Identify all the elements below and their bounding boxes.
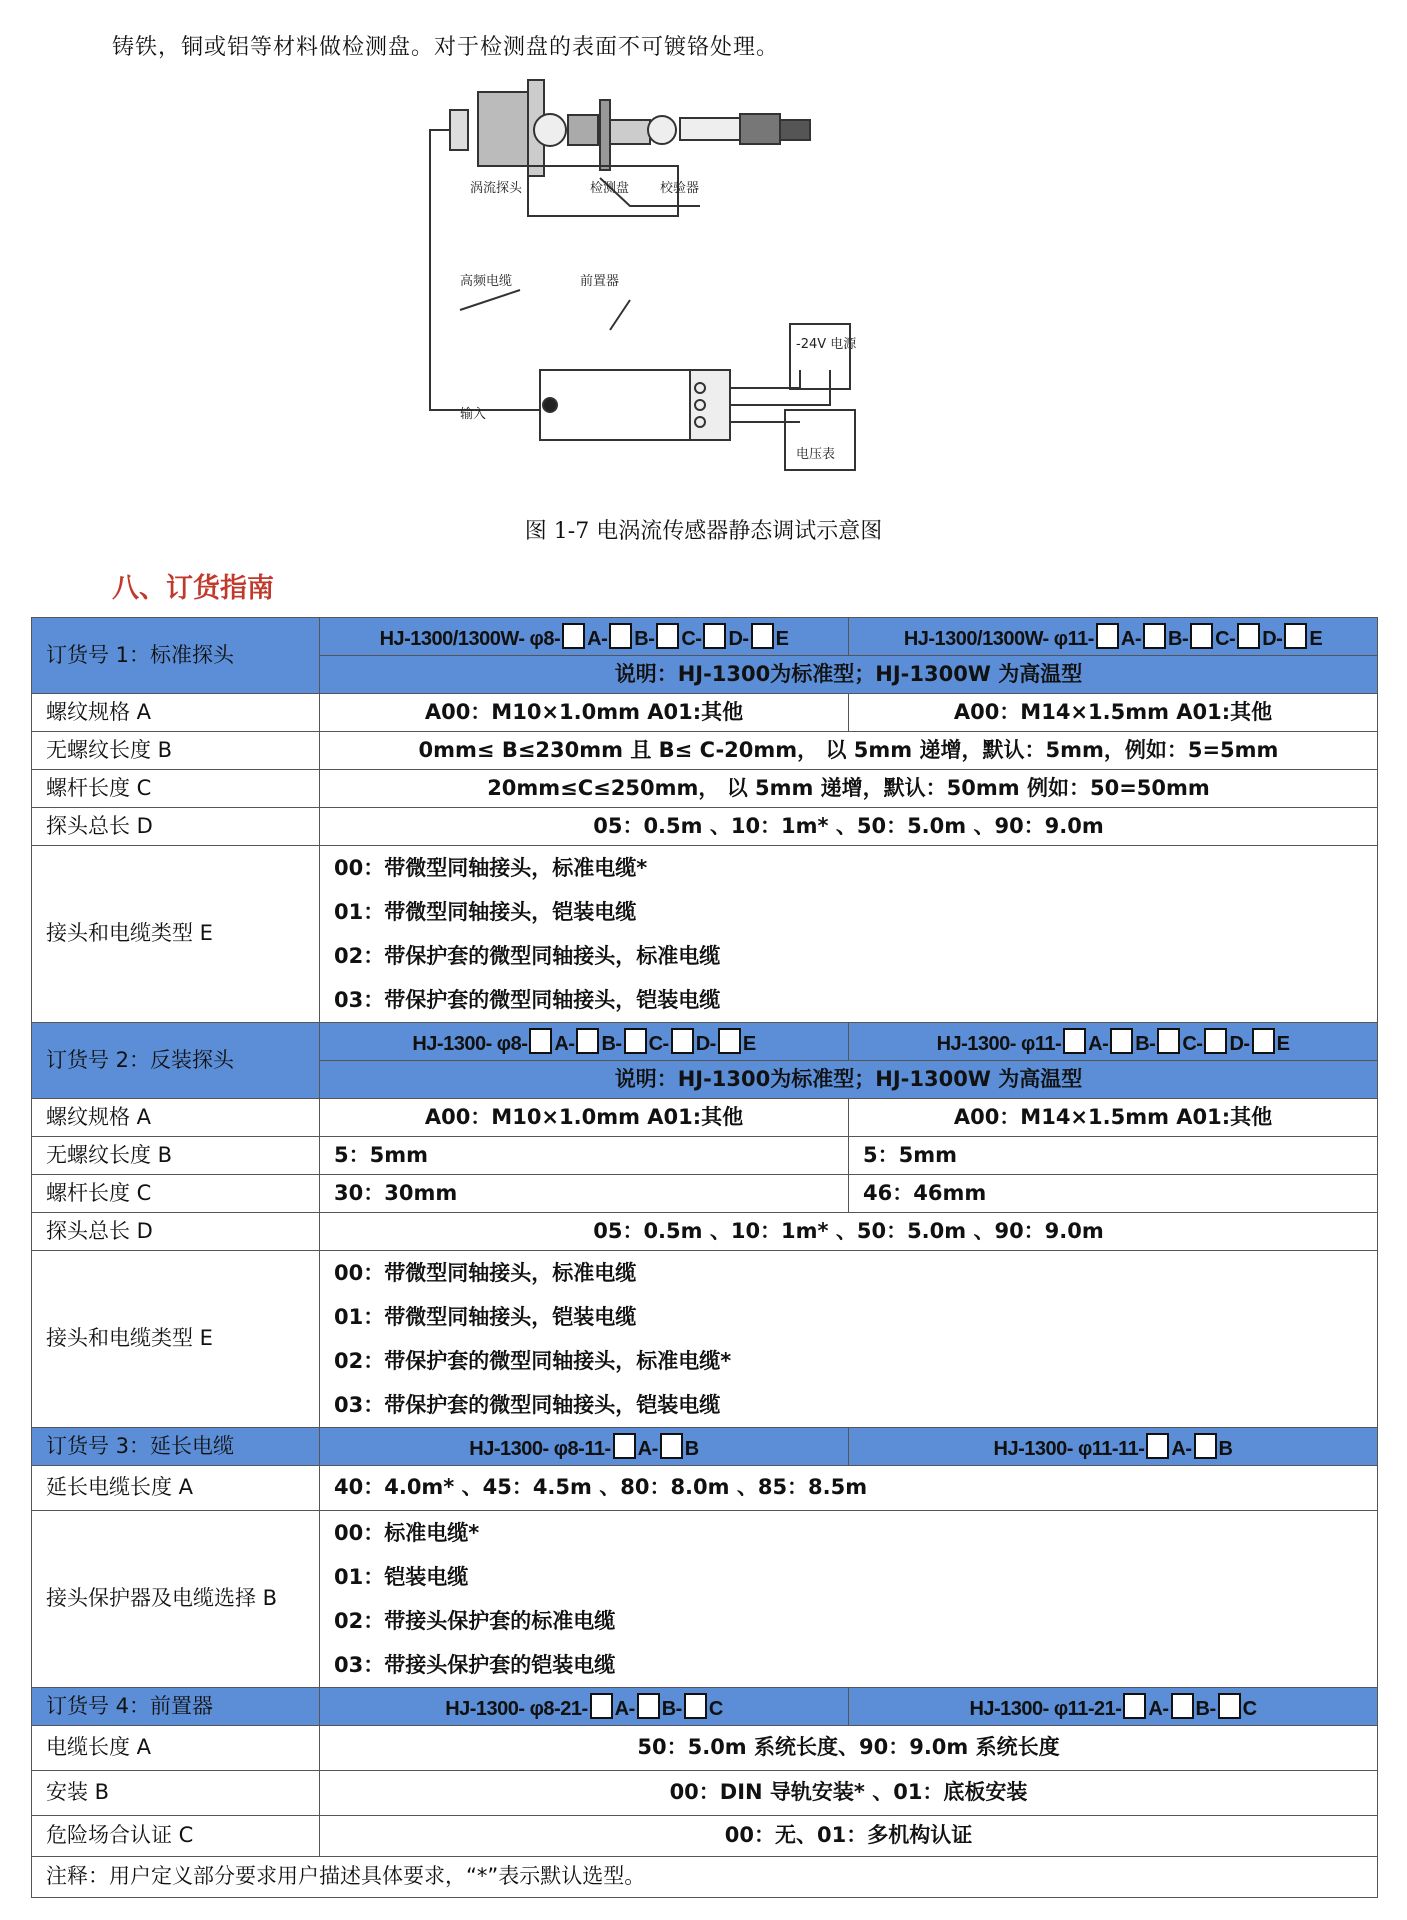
g2-thread-right: A00：M14×1.5mm A01:其他 [849, 1099, 1378, 1137]
static-calibration-diagram [400, 70, 870, 490]
g4-mount-value: 00：DIN 导轨安装* 、01：底板安装 [320, 1771, 1378, 1816]
list-item: 01：带微型同轴接头，铠装电缆 [334, 900, 637, 924]
g1-total-label: 探头总长 D [32, 808, 320, 846]
g2-total-value: 05：0.5m 、10：1m* 、50：5.0m 、90：9.0m [320, 1213, 1378, 1251]
g3-prot-options [320, 1511, 1378, 1688]
list-item: 01：带微型同轴接头，铠装电缆 [334, 1305, 637, 1329]
g4-code-right: HJ-1300- φ11-21- A- B- C [849, 1688, 1378, 1726]
g1-conn-label: 接头和电缆类型 E [32, 846, 320, 1023]
list-item: 00：标准电缆* [334, 1521, 480, 1545]
g1-code-right: HJ-1300/1300W- φ11- A- B- C- D- E [849, 618, 1378, 656]
g4-cert-value: 00：无、01：多机构认证 [320, 1816, 1378, 1857]
order-guide-table [31, 617, 1378, 1898]
list-item: 03：带接头保护套的铠装电缆 [334, 1653, 616, 1677]
g2-screw-right: 46：46mm [849, 1175, 1378, 1213]
label-input: 输入 [460, 407, 487, 422]
g1-note: 说明：HJ-1300为标准型；HJ-1300W 为高温型 [320, 656, 1378, 694]
list-item: 02：带保护套的微型同轴接头，标准电缆 [334, 944, 721, 968]
list-item: 03：带保护套的微型同轴接头，铠装电缆 [334, 988, 721, 1012]
g4-cable-label: 电缆长度 A [32, 1726, 320, 1771]
g4-mount-label: 安装 B [32, 1771, 320, 1816]
figure-caption: 图 1-7 电涡流传感器静态调试示意图 [524, 519, 883, 544]
label-supply: -24V 电源 [796, 337, 857, 352]
g2-note: 说明：HJ-1300为标准型；HJ-1300W 为高温型 [320, 1061, 1378, 1099]
g4-title: 订货号 4：前置器 [32, 1688, 320, 1726]
list-item: 02：带保护套的微型同轴接头，标准电缆* [334, 1349, 732, 1373]
label-probe: 涡流探头 [470, 181, 523, 196]
list-item: 02：带接头保护套的标准电缆 [334, 1609, 616, 1633]
intro-text: 铸铁，铜或铝等材料做检测盘。对于检测盘的表面不可镀铬处理。 [112, 35, 780, 60]
g2-screw-label: 螺杆长度 C [32, 1175, 320, 1213]
g3-title: 订货号 3：延长电缆 [32, 1428, 320, 1466]
label-cable: 高频电缆 [460, 274, 513, 289]
g2-conn-options [320, 1251, 1378, 1428]
g1-unthread-value: 0mm≤ B≤230mm 且 B≤ C-20mm， 以 5mm 递增，默认：5mm，例如：5=5mm [320, 732, 1378, 770]
g2-unthread-left: 5：5mm [320, 1137, 849, 1175]
list-item: 00：带微型同轴接头，标准电缆 [334, 1261, 637, 1285]
g4-cert-label: 危险场合认证 C [32, 1816, 320, 1857]
g1-conn-options [320, 846, 1378, 1023]
g2-code-right: HJ-1300- φ11- A- B- C- D- E [849, 1023, 1378, 1061]
g2-screw-left: 30：30mm [320, 1175, 849, 1213]
g2-total-label: 探头总长 D [32, 1213, 320, 1251]
g2-unthread-right: 5：5mm [849, 1137, 1378, 1175]
g1-title: 订货号 1：标准探头 [32, 618, 320, 694]
g3-length-value: 40：4.0m* 、45：4.5m 、80：8.0m 、85：8.5m [320, 1466, 1378, 1511]
g1-thread-left: A00：M10×1.0mm A01:其他 [320, 694, 849, 732]
g2-unthread-label: 无螺纹长度 B [32, 1137, 320, 1175]
section-title: 八、订货指南 [112, 573, 274, 604]
g3-code-left: HJ-1300- φ8-11- A- B [320, 1428, 849, 1466]
list-item: 03：带保护套的微型同轴接头，铠装电缆 [334, 1393, 721, 1417]
g3-length-label: 延长电缆长度 A [32, 1466, 320, 1511]
g4-cable-value: 50：5.0m 系统长度、90：9.0m 系统长度 [320, 1726, 1378, 1771]
footnote: 注释：用户定义部分要求用户描述具体要求，“*”表示默认选型。 [32, 1857, 1378, 1898]
g1-code-left: HJ-1300/1300W- φ8- A- B- C- D- E [320, 618, 849, 656]
g1-screw-value: 20mm≤C≤250mm， 以 5mm 递增，默认：50mm 例如：50=50mm [320, 770, 1378, 808]
g2-thread-left: A00：M10×1.0mm A01:其他 [320, 1099, 849, 1137]
list-item: 00：带微型同轴接头，标准电缆* [334, 856, 648, 880]
g2-thread-label: 螺纹规格 A [32, 1099, 320, 1137]
g1-thread-right: A00：M14×1.5mm A01:其他 [849, 694, 1378, 732]
g3-prot-label: 接头保护器及电缆选择 B [32, 1511, 320, 1688]
g2-code-left: HJ-1300- φ8- A- B- C- D- E [320, 1023, 849, 1061]
g1-code-row [32, 618, 1378, 656]
g3-code-right: HJ-1300- φ11-11- A- B [849, 1428, 1378, 1466]
list-item: 01：铠装电缆 [334, 1565, 469, 1589]
g4-code-left: HJ-1300- φ8-21- A- B- C [320, 1688, 849, 1726]
label-preamp: 前置器 [580, 274, 620, 289]
g1-unthread-label: 无螺纹长度 B [32, 732, 320, 770]
label-disc: 检测盘 [590, 181, 630, 196]
g1-thread-label: 螺纹规格 A [32, 694, 320, 732]
label-voltmeter: 电压表 [796, 447, 836, 462]
g2-title: 订货号 2：反装探头 [32, 1023, 320, 1099]
g2-conn-label: 接头和电缆类型 E [32, 1251, 320, 1428]
label-calibrator: 校验器 [660, 181, 700, 196]
g1-screw-label: 螺杆长度 C [32, 770, 320, 808]
g1-total-value: 05：0.5m 、10：1m* 、50：5.0m 、90：9.0m [320, 808, 1378, 846]
